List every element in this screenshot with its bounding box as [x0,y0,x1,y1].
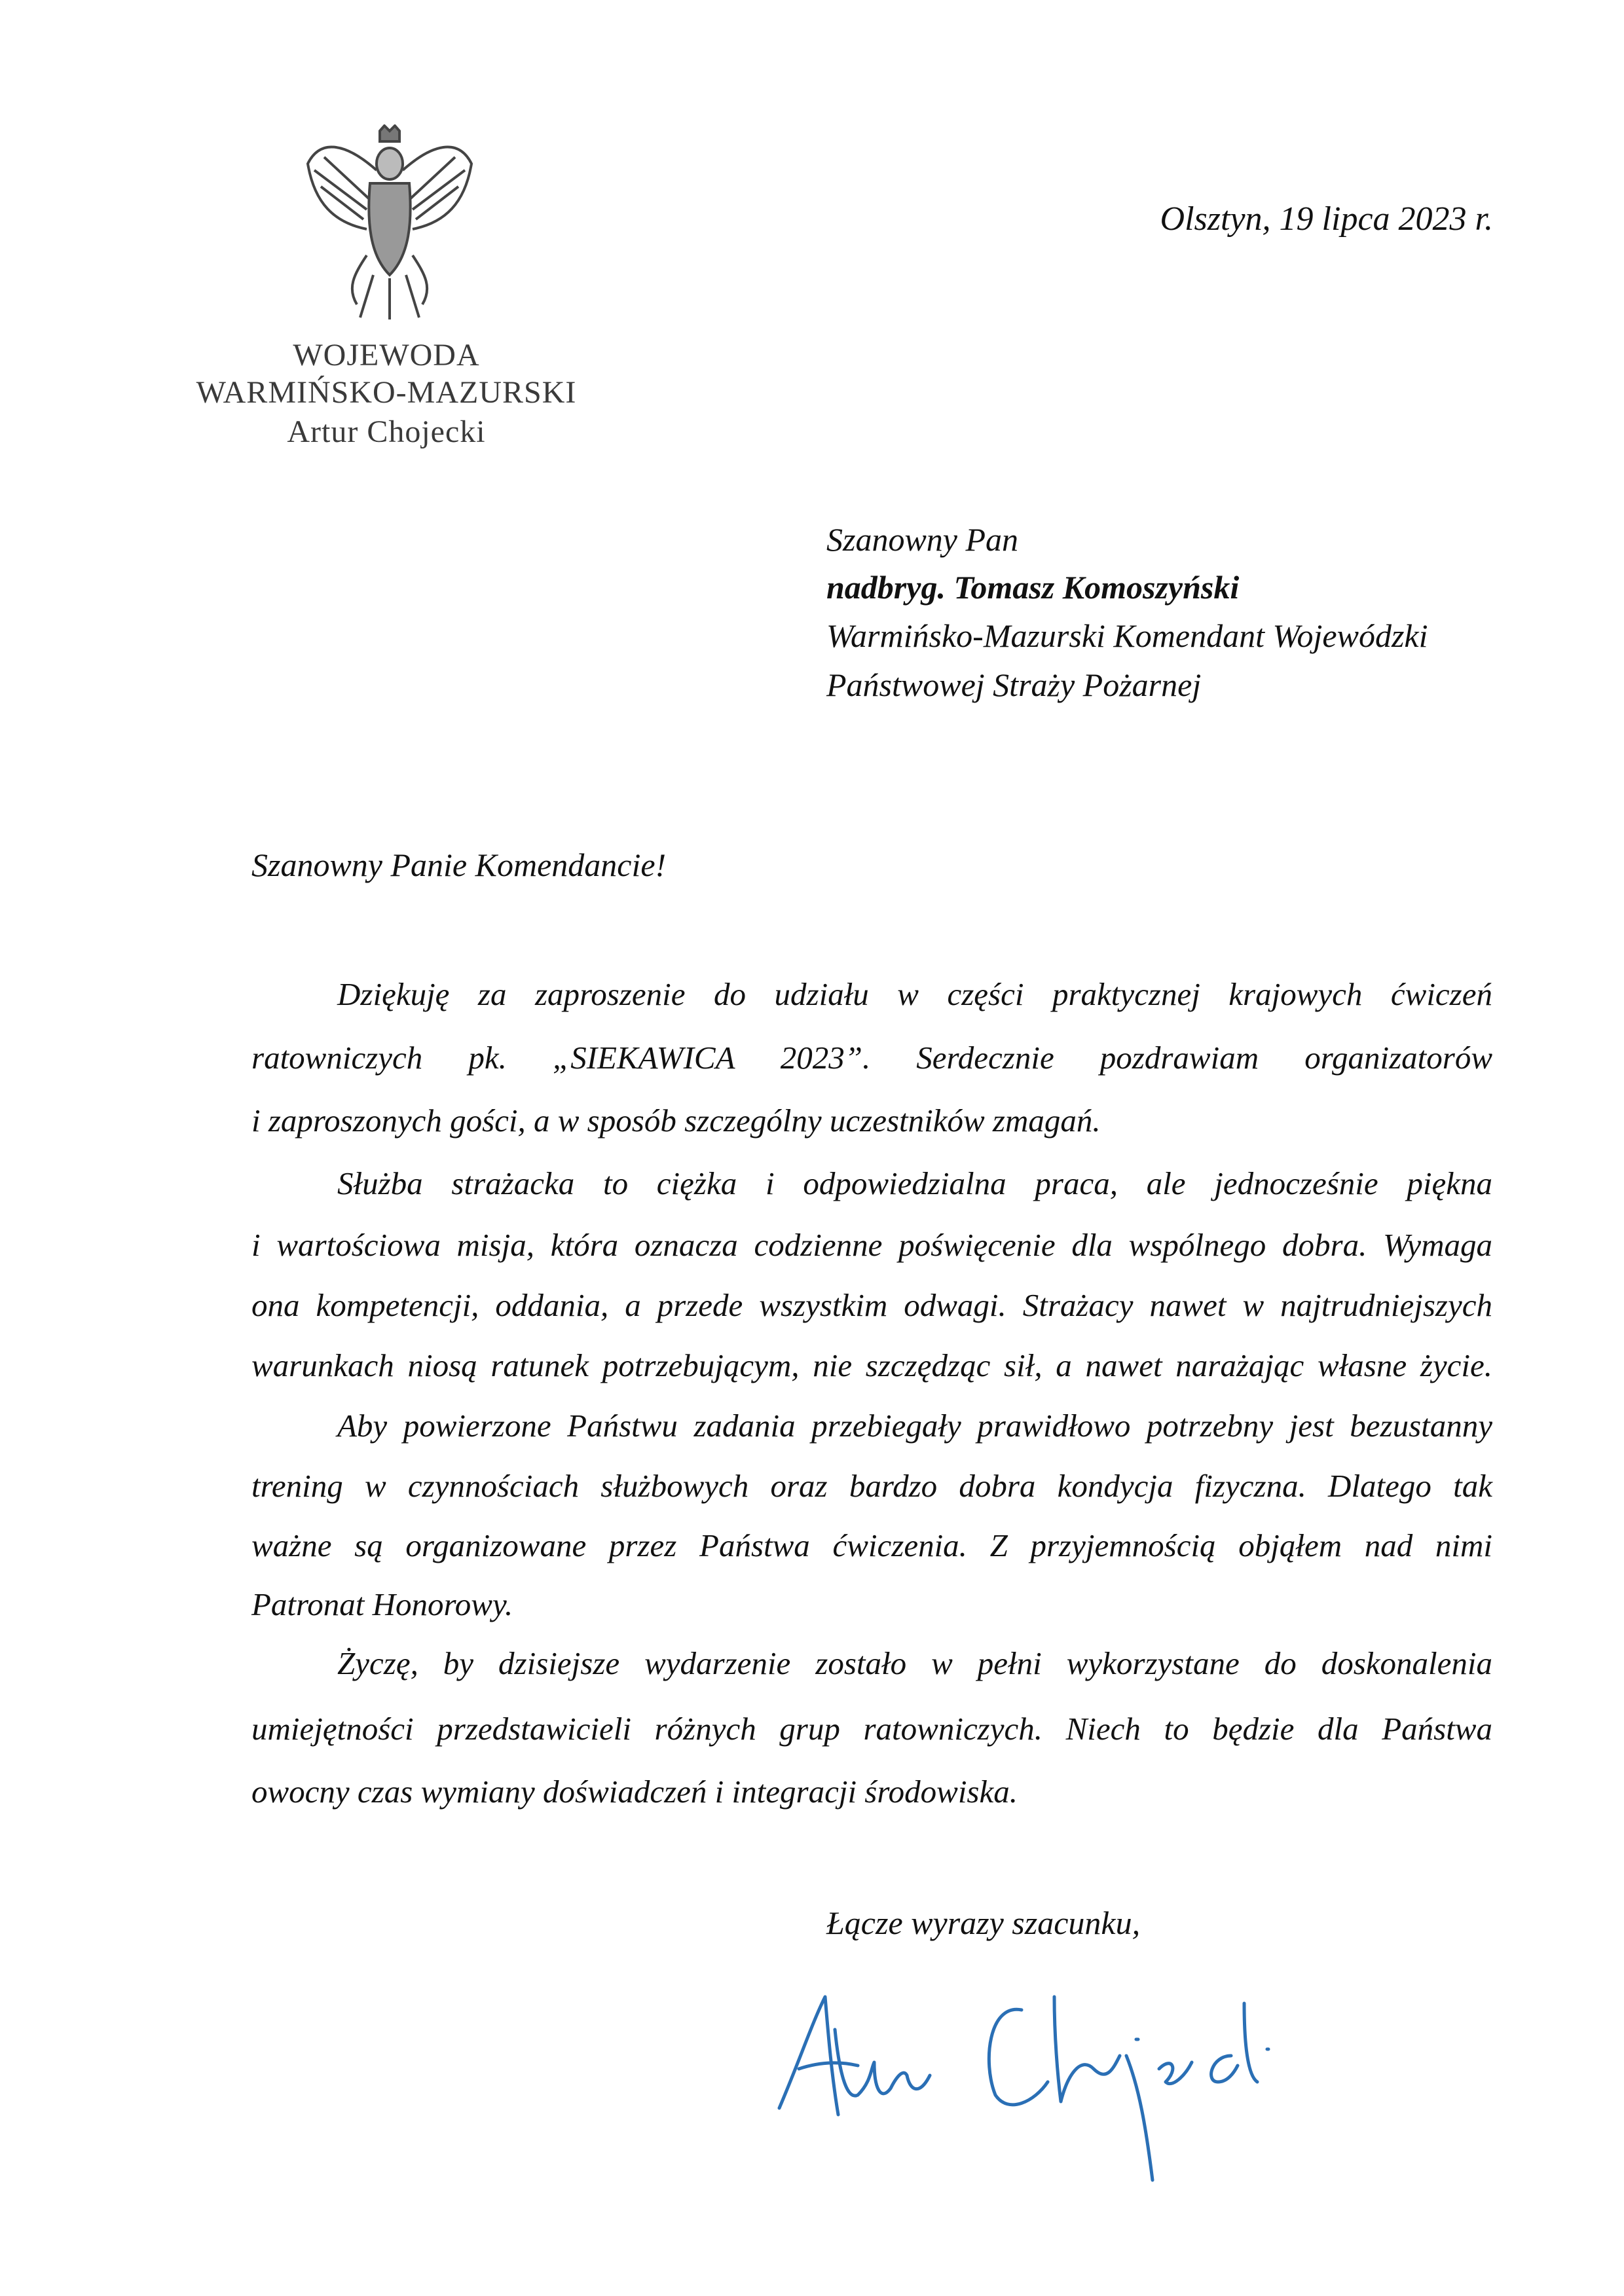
body-line: Życzę, by dzisiejsze wydarzenie zostało w pełni wykorzystane do doskonalenia [337,1645,1492,1681]
addressee-title-line1: Warmińsko-Mazurski Komendant Wojewódzki [826,617,1428,654]
polish-eagle-emblem-icon [295,124,485,321]
letter-date: Olsztyn, 19 lipca 2023 r. [1160,200,1493,238]
body-line: Dziękuję za zaproszenie do udziału w części praktycznej krajowych ćwiczeń [337,976,1492,1012]
body-line: ona kompetencji, oddania, a przede wszystkim odwagi. Strażacy nawet w najtrudniejszych [251,1287,1492,1323]
body-line: i wartościowa misja, która oznacza codzienne poświęcenie dla wspólnego dobra. Wymaga [251,1227,1492,1263]
office-title-line2: WARMIŃSKO-MAZURSKI [196,375,577,410]
body-line: warunkach niosą ratunek potrzebującym, nie szczędząc sił, a nawet narażając własne życie. [251,1347,1492,1383]
body-line: Służba strażacka to ciężka i odpowiedzialna praca, ale jednocześnie piękna [337,1165,1492,1201]
body-line: umiejętności przedstawicieli różnych grup ratowniczych. Niech to będzie dla Państwa [251,1711,1492,1747]
body-line: ratowniczych pk. „SIEKAWICA 2023”. Serdecznie pozdrawiam organizatorów [251,1040,1492,1076]
addressee-name: nadbryg. Tomasz Komoszyński [826,569,1240,606]
greeting: Szanowny Panie Komendancie! [251,847,667,883]
body-line: ważne są organizowane przez Państwa ćwiczenia. Z przyjemnością objąłem nad nimi [251,1527,1492,1563]
addressee-salutation: Szanowny Pan [826,521,1019,558]
office-title-line1: WOJEWODA [293,338,480,373]
body-line: i zaproszonych gości, a w sposób szczególny uczestników zmagań. [251,1102,1101,1139]
handwritten-signature [773,1984,1270,2187]
body-line: trening w czynnościach służbowych oraz bardzo dobra kondycja fizyczna. Dlatego tak [251,1468,1492,1504]
body-line: Patronat Honorowy. [251,1586,513,1622]
addressee-title-line2: Państwowej Straży Pożarnej [826,666,1202,703]
body-line: Aby powierzone Państwu zadania przebiegały prawidłowo potrzebny jest bezustanny [337,1408,1492,1444]
body-line: owocny czas wymiany doświadczeń i integracji środowiska. [251,1774,1018,1810]
sender-name: Artur Chojecki [287,414,486,449]
closing-phrase: Łącze wyrazy szacunku, [826,1904,1141,1941]
